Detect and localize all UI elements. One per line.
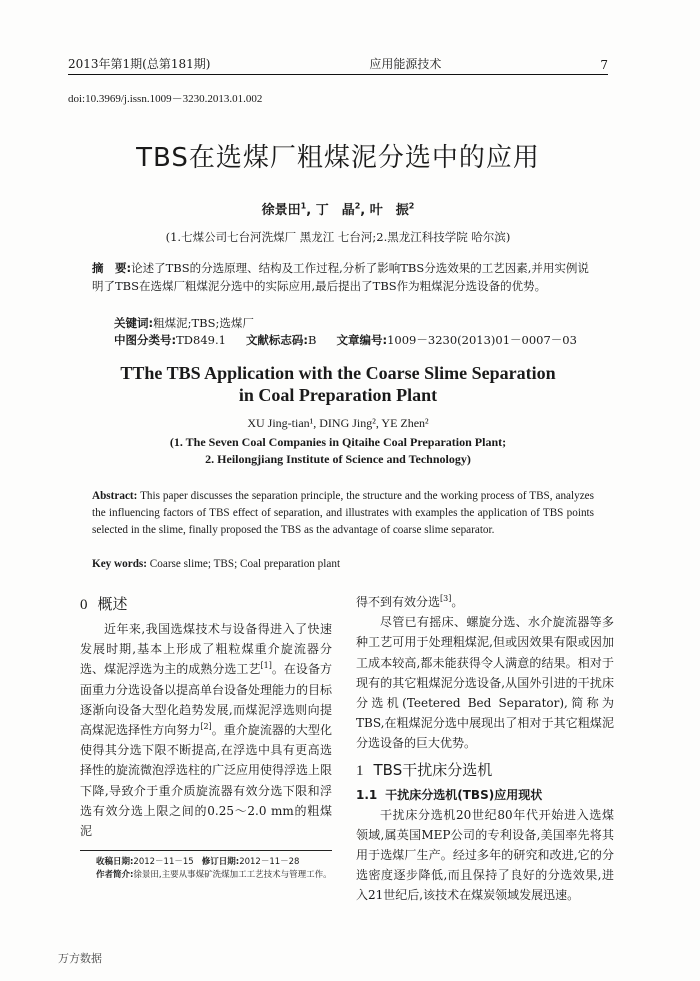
page-number: 7 — [600, 58, 608, 72]
para-text: 得不到有效分选 — [356, 595, 441, 609]
section-1-heading — [356, 758, 614, 783]
author-3-sup: 2 — [408, 201, 415, 211]
section-0-paragraph-1 — [80, 619, 332, 841]
footnotes — [96, 856, 332, 882]
abstract-en-label: Abstract: — [92, 490, 138, 502]
subsection-1-1-title: 干扰床分选机(TBS)应用现状 — [385, 787, 543, 802]
abstract-en-text: This paper discusses the separation principle, the structure and the working process of TBS, analyzes the influencing factors of TBS effect of separation, and illustrates with examples the application of TBS points selected in the slime, finally proposed the TBS as the advantage of coarse slime separator. — [92, 490, 594, 536]
clc-value: TD849.1 — [176, 333, 226, 347]
affiliation-en — [68, 434, 608, 468]
author-2: 丁 晶 — [315, 203, 355, 218]
journal-name: 应用能源技术 — [369, 57, 442, 71]
left-column — [80, 592, 332, 841]
right-column — [356, 592, 614, 906]
para-text: 。 — [451, 595, 464, 609]
subsection-1-1-heading — [356, 785, 614, 805]
article-no-value: 1009－3230(2013)01－0007－03 — [387, 333, 577, 347]
issue-info: 2013年第1期(总第181期) — [68, 57, 211, 71]
clc-label: 中图分类号: — [114, 333, 177, 347]
abstract-en — [92, 488, 594, 539]
author-2-sup: 2 — [354, 201, 361, 211]
article-no-label: 文章编号: — [336, 333, 388, 347]
para-text: 近年来,我国选煤技术与设备得进入了快速发展时期,基本上形成了粗粒煤重介旋流器分选、煤泥浮选为主的成熟分选工艺 — [80, 622, 332, 677]
revised-label: 修订日期: — [201, 857, 240, 867]
section-1-paragraph-1: 干扰床分选机20世纪80年代开始进入选煤领域,属英国MEP公司的专利设备,美国率先将其用于选煤厂生产。经过多年的研究和改进,它的分选密度逐步降低,而且保持了良好的分选效果,进入21世纪后,该技术在煤炭领域发展迅速。 — [356, 807, 614, 903]
author-bio-label: 作者简介: — [96, 870, 134, 880]
authors-cn: 徐景田$^1$, 丁 晶$^2$, 叶 振$^2$ — [261, 201, 415, 218]
abstract-cn-label: 摘 要: — [92, 261, 132, 275]
title-en-line2: in Coal Preparation Plant — [238, 385, 438, 405]
affiliation-en-line1: (1. The Seven Coal Companies in Qitaihe Coal Preparation Plant; — [169, 435, 507, 449]
subsection-1-1-number: 1.1 — [356, 787, 378, 802]
classification-line — [114, 332, 608, 348]
author-1-sup: 1 — [300, 201, 307, 211]
section-0-title: 概述 — [97, 595, 128, 613]
section-1-number: 1 — [356, 762, 364, 779]
running-header — [68, 52, 608, 72]
header-rule — [68, 74, 608, 75]
author-3: 叶 振 — [369, 203, 409, 218]
keywords-en-label: Key words: — [92, 558, 147, 570]
author-1: 徐景田 — [261, 203, 301, 218]
doc-code-label: 文献标志码: — [245, 333, 309, 347]
authors-en: XU Jing-tian¹, DING Jing², YE Zhen² — [247, 416, 429, 430]
keywords-en-text: Coarse slime; TBS; Coal preparation plant — [149, 558, 341, 570]
keywords-cn — [114, 315, 592, 331]
title-en — [68, 362, 608, 406]
affiliation-cn: (1.七煤公司七台河洗煤厂 黑龙江 七台河;2.黑龙江科技学院 哈尔滨) — [165, 230, 511, 244]
title-cn: TBS在选煤厂粗煤泥分选中的应用 — [136, 143, 540, 173]
author-bio: 徐景田,主要从事煤矿洗煤加工工艺技术与管理工作。 — [133, 870, 332, 880]
para-text: 。重介旋流器的大型化使得其分选下限不断提高,在浮选中具有更高选择性的旋流微泡浮选柱的广泛应用使得浮选上限下降,导致介于重介质旋流器有效分选下限和浮选有效分选上限之间的0.25～2.0 mm的粗煤泥 — [80, 723, 333, 839]
citation-3: [3] — [440, 594, 452, 603]
footnote-rule — [80, 850, 332, 851]
watermark: 万方数据 — [58, 952, 102, 965]
doi: doi:10.3969/j.issn.1009－3230.2013.01.002 — [68, 93, 263, 105]
abstract-cn-text: 论述了TBS的分选原理、结构及工作过程,分析了影响TBS分选效果的工艺因素,并用实例说明了TBS在选煤厂粗煤泥分选中的实际应用,最后提出了TBS作为粗煤泥分选设备的优势。 — [92, 261, 589, 293]
received-label: 收稿日期: — [96, 857, 134, 867]
doc-code-value: B — [308, 333, 317, 347]
keywords-cn-label: 关键词: — [114, 316, 154, 330]
affiliation-en-line2: 2. Heilongjiang Institute of Science and Technology) — [205, 452, 471, 466]
section-1-title: TBS干扰床分选机 — [373, 760, 493, 779]
keywords-cn-text: 粗煤泥;TBS;选煤厂 — [153, 316, 254, 330]
footnote-author — [96, 869, 332, 882]
abstract-cn — [92, 259, 592, 295]
footnote-dates — [96, 856, 332, 869]
revised-date: 2012－11－28 — [239, 857, 300, 867]
section-0-paragraph-2: 尽管已有摇床、螺旋分选、水介旋流器等多种工艺可用于处理粗煤泥,但或因效果有限或因加工成本较高,都未能获得令人满意的结果。相对于现有的其它粗煤泥分选设备,从国外引进的干扰床分选机(Teetered Bed Separator),简称为TBS,在粗煤泥分选中展现出了相对于其它粗煤泥分选设备的巨大优势。 — [356, 615, 614, 751]
citation-2: [2] — [200, 722, 212, 732]
para-text: 。在设备方面重力分选设备以提高单台设备处理能力的目标逐渐向设备大型化趋势发展,而煤泥浮选则向提高煤泥选择性方向努力 — [80, 662, 333, 738]
title-en-line1: TThe TBS Application with the Coarse Slime Separation — [120, 363, 556, 383]
section-0-continuation — [356, 592, 614, 612]
section-0-heading — [80, 592, 332, 617]
keywords-en — [92, 558, 594, 570]
section-0-number: 0 — [80, 597, 88, 613]
received-date: 2012－11－15 — [133, 857, 194, 867]
citation-1: [1] — [260, 661, 272, 671]
